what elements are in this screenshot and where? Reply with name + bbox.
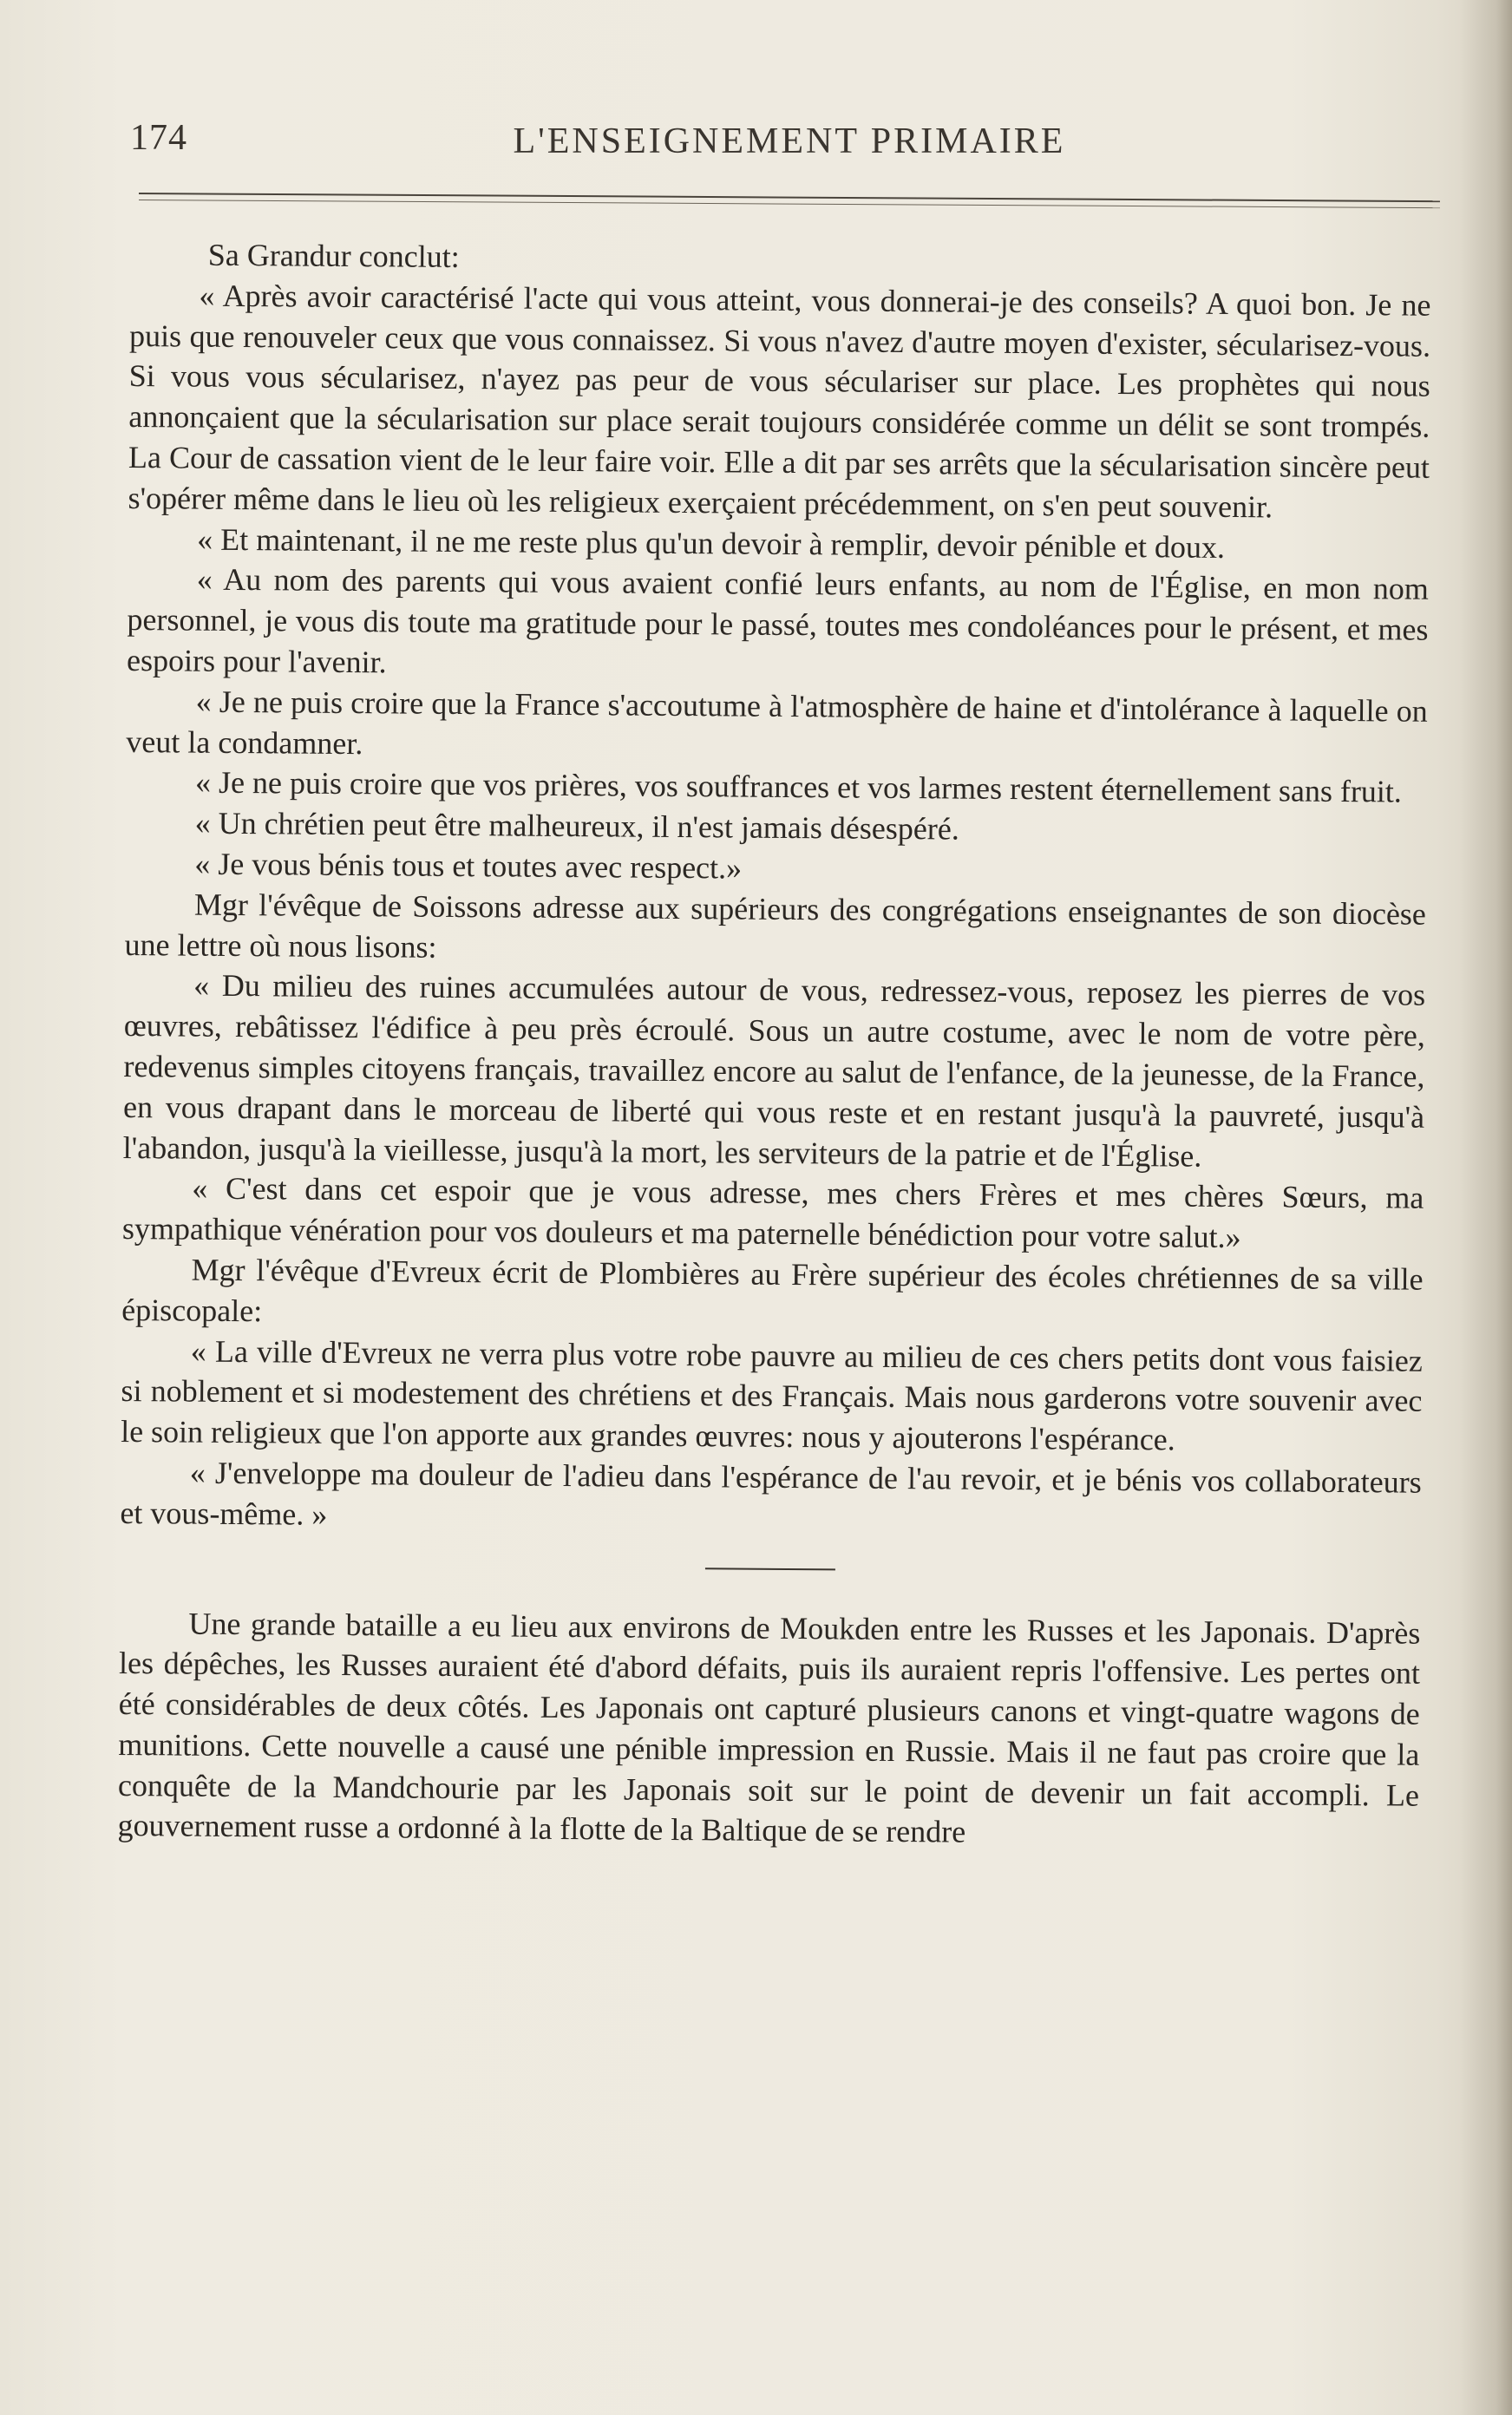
page-edge-shadow: [1460, 0, 1512, 2415]
page-header: [130, 117, 1449, 178]
paragraph: « Je ne puis croire que la France s'accoutume à l'atmosphère de haine et d'intolérance à laquelle on veut la condamner.: [126, 684, 1428, 761]
page-number: 174: [130, 118, 187, 158]
paragraph: « Après avoir caractérisé l'acte qui vous atteint, vous donnerai-je des conseils? A quoi bon. Je ne puis que renouveler ceux que vous connaissez. Si vous n'avez d'autre moyen d'exister, sécularisez-vous. Si vous vous sécularisez, n'ayez pas peur de vous séculariser sur place. Les prophètes qui nous annonçaient que la sécularisation sur place serait toujours considérée comme un délit se sont trompés. La Cour de cassation vient de le leur faire voir. Elle a dit par ses arrêts que la sécularisation sincère peut s'opérer même dans le lieu où les religieux exerçaient précédemment, on s'en peut souvenir.: [128, 278, 1431, 525]
paragraph: Mgr l'évêque de Soissons adresse aux supérieurs des congrégations enseignantes de son diocèse une lettre où nous lisons:: [124, 887, 1427, 965]
paragraph: Mgr l'évêque d'Evreux écrit de Plombières au Frère supérieur des écoles chrétiennes de sa ville épiscopale:: [121, 1252, 1424, 1328]
paragraph: Une grande bataille a eu lieu aux environs de Moukden entre les Russes et les Japonais. D'après les dépêches, les Russes auraient été d'abord défaits, puis ils auraient repris l'offensive. Les pertes ont été considérables de deux côtés. Les Japonais ont capturé plusieurs canons et vingt-quatre wagons de munitions. Cette nouvelle a causé une pénible impression en Russie. Mais il ne faut pas croire que la conquête de la Mandchourie par les Japonais soit sur le point de devenir un fait accompli. Le gouvernement russe a ordonné à la flotte de la Baltique de se rendre: [117, 1606, 1421, 1850]
paragraph: « Et maintenant, il ne me reste plus qu'un devoir à remplir, devoir pénible et doux.: [197, 521, 1226, 565]
paragraph: « Je vous bénis tous et toutes avec respect.»: [194, 846, 743, 886]
body-text: [117, 234, 1431, 1856]
section-divider: [705, 1567, 835, 1570]
paragraph: « La ville d'Evreux ne verra plus votre robe pauvre au milieu de ces chers petits dont vous faisiez si noblement et si modestement des chrétiens et des Français. Mais nous garderons votre souvenir avec le soin religieux que l'on apporte aux grandes œuvres: nous y ajouterons l'espérance.: [121, 1333, 1424, 1457]
paragraph: « Du milieu des ruines accumulées autour de vous, redressez-vous, reposez les pierres de vos œuvres, rebâtissez l'édifice à peu près écroulé. Sous un autre costume, avec le nom de votre père, redevenus simples citoyens français, travaillez encore au salut de l'enfance, de la jeunesse, de la France, en vous drapant dans le morceau de liberté qui vous reste et en restant jusqu'à la pauvreté, jusqu'à l'abandon, jusqu'à la vieillesse, jusqu'à la mort, les serviteurs de la patrie et de l'Église.: [122, 967, 1426, 1174]
paragraph: « Un chrétien peut être malheureux, il n'est jamais désespéré.: [194, 805, 959, 847]
paragraph: Sa Grandur conclut:: [207, 237, 460, 274]
paragraph: « J'enveloppe ma douleur de l'adieu dans l'espérance de l'au revoir, et je bénis vos collaborateurs et vous-même. »: [120, 1455, 1422, 1532]
paragraph: « Je ne puis croire que vos prières, vos souffrances et vos larmes restent éternellement sans fruit.: [194, 764, 1403, 809]
running-title: L'ENSEIGNEMENT PRIMAIRE: [513, 121, 1066, 161]
paragraph: « C'est dans cet espoir que je vous adresse, mes chers Frères et mes chères Sœurs, ma sympathique vénération pour vos douleurs et ma paternelle bénédiction pour votre salut.»: [121, 1170, 1424, 1255]
paragraph: « Au nom des parents qui vous avaient confié leurs enfants, au nom de l'Église, en mon nom personnel, je vous dis toute ma gratitude pour le passé, toutes mes condoléances pour le présent, et mes espoirs pour l'avenir.: [126, 561, 1429, 680]
